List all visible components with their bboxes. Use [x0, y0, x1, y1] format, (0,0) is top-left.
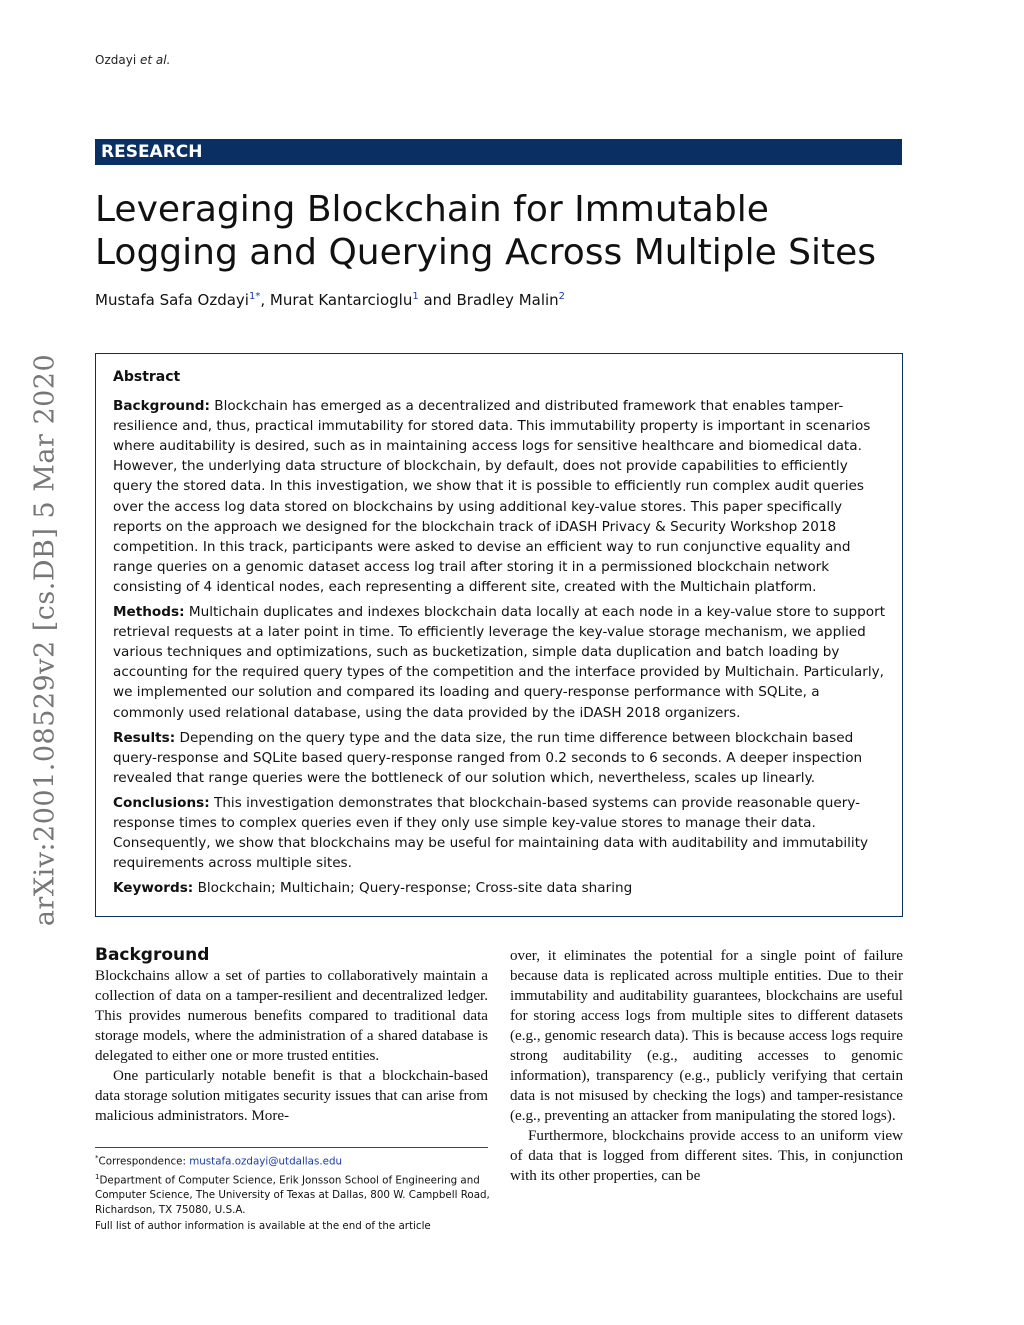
abstract-keywords: [113, 878, 886, 898]
abstract-background: [113, 396, 886, 597]
abstract-section-text: Depending on the query type and the data size, the run time difference between blockchain based query-response and SQLite based query-response ranged from 0.2 seconds to 6 seconds. A deeper inspection revealed that range queries were the bottleneck of our solution which, nevertheless, scales up linearly.: [113, 729, 863, 786]
correspondence-footnote: [95, 1151, 495, 1170]
body-paragraph: Furthermore, blockchains provide access to an uniform view of data that is logged from different sites. This, in conjunction with its other properties, can be: [510, 1128, 903, 1184]
keywords-label: Keywords:: [113, 880, 194, 897]
footnotes: [95, 1151, 495, 1234]
abstract-section-label: Conclusions:: [113, 794, 210, 811]
affiliation-marker[interactable]: 2: [558, 291, 566, 302]
author-separator: and: [418, 291, 457, 309]
abstract-section-label: Methods:: [113, 604, 185, 621]
body-column-left: [95, 966, 488, 1126]
correspondence-label: Correspondence:: [98, 1155, 190, 1168]
abstract-methods: [113, 602, 886, 723]
abstract-section-text: Multichain duplicates and indexes blockchain data locally at each node in a key-value store to support retrieval requests at a later point in time. To efficiently leverage the key-value storage mechanism, we applied various techniques and optimizations, such as bucketization, simple data duplication and batch loading by accounting for the required query types of the competition and the interface provided by Multichain. Particularly, we implemented our solution and compared its loading and query-response performance with SQLite, a commonly used relational database, using the data provided by the iDASH 2018 organizers.: [113, 604, 886, 721]
abstract-section-text: Blockchain has emerged as a decentralized and distributed framework that enables tamper-resilience and, thus, practical immutability for stored data. This immutability property is important in scenarios where auditability is desired, such as in maintaining access logs for sensitive healthcare and biomedical data. However, the underlying data structure of blockchain, by default, does not provide capabilities to efficiently query the stored data. In this investigation, we show that it is possible to efficiently run complex audit queries over the access log data stored on blockchains by using additional key-value stores. This paper specifically reports on the approach we designed for the blockchain track of iDASH Privacy & Security Workshop 2018 competition. In this track, participants were asked to devise an efficient way to run conjunctive equality and range queries on a genomic dataset access log trail after storing it in a permissioned blockchain network consisting of 4 identical nodes, each representing a different site, created with the Multichain platform.: [113, 398, 871, 595]
arxiv-identifier-stamp: arXiv:2001.08529v2 [cs.DB] 5 Mar 2020: [29, 353, 61, 927]
abstract-section-text: This investigation demonstrates that blockchain-based systems can provide reasonable query-response times to complex queries even if they only use simple key-value stores to manage their data. Consequently, we show that blockchains may be useful for maintaining data with auditability and immutability requirements across multiple sites.: [113, 794, 869, 872]
affiliation-marker[interactable]: 1: [412, 291, 419, 302]
body-paragraph: Blockchains allow a set of parties to collaboratively maintain a collection of data on a tamper-resilient and decentralized ledger. This provides numerous benefits compared to traditional data storage models, where the administration of a shared database is delegated to either one or more trusted entities.: [95, 968, 488, 1064]
keywords-text: Blockchain; Multichain; Query-response; Cross-site data sharing: [197, 880, 633, 897]
running-head-etal: et al.: [139, 53, 171, 67]
correspondence-email-link[interactable]: mustafa.ozdayi@utdallas.edu: [189, 1155, 343, 1168]
body-paragraph: over, it eliminates the potential for a single point of failure because data is replicated across multiple entities. Due to their immutability and auditability guarantees, blockchains are useful for storing access logs from multiple sites to different datasets (e.g., genomic research data). This is because access logs require strong auditability (e.g., auditing accesses to genomic information), transparency (e.g., publicly verifying that certain data is not misused by checking the logs) and tamper-resistance (e.g., preventing an attacker from manipulating the stored logs).: [510, 948, 903, 1124]
author-separator: ,: [260, 291, 270, 309]
running-head-author: Ozdayi: [95, 53, 137, 67]
author-name: Murat Kantarcioglu: [269, 291, 413, 309]
body-column-right: [510, 946, 903, 1186]
footnote-divider: [95, 1147, 488, 1148]
abstract-section-label: Results:: [113, 729, 176, 746]
running-head: [95, 53, 170, 67]
author-info-note: Full list of author information is available at the end of the article: [95, 1219, 431, 1232]
abstract-box: [95, 353, 903, 917]
section-label-bar: RESEARCH: [95, 139, 902, 165]
affiliation-footnote: [95, 1170, 495, 1219]
footnote-mark: 1: [95, 1172, 100, 1181]
author-name: Mustafa Safa Ozdayi: [95, 291, 249, 309]
abstract-results: [113, 728, 886, 788]
affiliation-text: Department of Computer Science, Erik Jonsson School of Engineering and Computer Science, The University of Texas at Dallas, 800 W. Campbell Road, Richardson, TX 75080, U.S.A.: [95, 1174, 490, 1217]
section-heading: Background: [95, 945, 210, 965]
abstract-heading: Abstract: [113, 369, 181, 385]
abstract-conclusions: [113, 793, 886, 873]
paper-title: Leveraging Blockchain for Immutable Logging and Querying Across Multiple Sites: [95, 189, 877, 273]
affiliation-marker[interactable]: 1*: [248, 291, 261, 302]
author-list: [95, 291, 915, 309]
footnote-mark: *: [95, 1154, 99, 1162]
abstract-section-label: Background:: [113, 398, 210, 415]
author-name: Bradley Malin: [456, 291, 559, 309]
body-paragraph: One particularly notable benefit is that a blockchain-based data storage solution mitigates security issues that can arise from malicious administrators. More-: [95, 1068, 488, 1124]
